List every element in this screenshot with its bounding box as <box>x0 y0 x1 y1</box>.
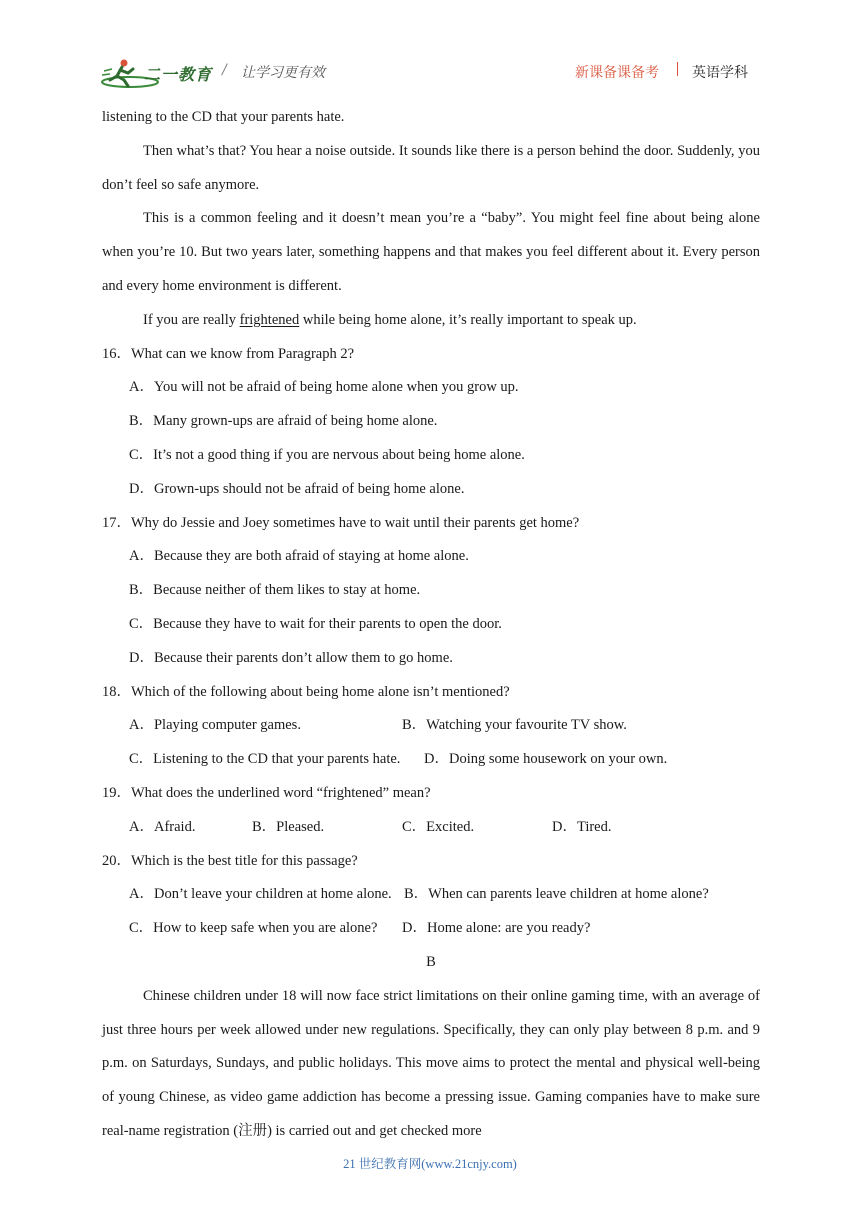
section-heading: B <box>426 953 436 970</box>
answer-option: C．Because they have to wait for their parents to open the door. <box>129 615 502 632</box>
header-right-label: 新课备课备考 <box>575 65 659 81</box>
answer-option: B．Pleased. <box>252 818 325 835</box>
answer-option: C．Excited. <box>402 818 475 835</box>
answer-option: C．Listening to the CD that your parents hate. <box>129 751 401 768</box>
answer-option: C．It’s not a good thing if you are nervous about being home alone. <box>129 446 525 463</box>
answer-option: C．How to keep safe when you are alone? <box>129 920 378 937</box>
answer-option: A．Afraid. <box>129 818 196 835</box>
question-stem: 20．Which is the best title for this passage? <box>102 852 358 869</box>
answer-option-row <box>102 811 760 845</box>
question-stem: 16．What can we know from Paragraph 2? <box>102 345 355 362</box>
underlined-word: frightened <box>239 311 300 328</box>
header-separator <box>677 62 678 76</box>
question-stem: 18．Which of the following about being home alone isn’t mentioned? <box>102 683 510 700</box>
page-header <box>0 0 860 100</box>
answer-option: D．Tired. <box>552 818 612 835</box>
answer-option: A．You will not be afraid of being home alone when you grow up. <box>129 379 519 396</box>
answer-option: D．Because their parents don’t allow them to go home. <box>129 649 453 666</box>
header-subject: 英语学科 <box>692 65 748 81</box>
answer-option: D．Grown-ups should not be afraid of being home alone. <box>129 480 465 497</box>
passage-paragraph <box>102 304 760 338</box>
answer-option: B．Many grown-ups are afraid of being home alone. <box>129 413 438 430</box>
paragraph-text: If you are really <box>143 311 240 328</box>
answer-option: A．Playing computer games. <box>129 717 301 734</box>
answer-option: A．Don’t leave your children at home alone. <box>129 886 392 903</box>
header-slash: / <box>222 62 227 78</box>
answer-option-row <box>102 743 760 777</box>
logo-text: 二一教育 <box>144 65 213 84</box>
answer-option-row <box>102 878 760 912</box>
passage-line: listening to the CD that your parents hate. <box>102 109 345 125</box>
answer-option: D．Doing some housework on your own. <box>424 751 668 768</box>
answer-option-row <box>102 912 760 946</box>
question-stem: 19．What does the underlined word “frightened” mean? <box>102 784 431 801</box>
question-stem: 17．Why do Jessie and Joey sometimes have to wait until their parents get home? <box>102 514 580 531</box>
answer-option: B．When can parents leave children at home alone? <box>404 886 709 903</box>
passage-paragraph: Then what’s that? You hear a noise outside. It sounds like there is a person behind the door. Suddenly, you don’t feel so safe anymore. <box>102 142 760 193</box>
page-footer: 21 世纪教育网(www.21cnjy.com) <box>343 1157 517 1171</box>
answer-option-row <box>102 709 760 743</box>
answer-option: A．Because they are both afraid of staying at home alone. <box>129 548 469 565</box>
answer-option: B．Watching your favourite TV show. <box>402 717 627 734</box>
document-body <box>102 101 760 1149</box>
header-slogan: 让学习更有效 <box>241 65 325 81</box>
answer-option: D．Home alone: are you ready? <box>402 920 591 937</box>
paragraph-text: while being home alone, it’s really important to speak up. <box>299 311 637 328</box>
passage-paragraph: Chinese children under 18 will now face strict limitations on their online gaming time, with an average of just three hours per week allowed under new regulations. Specifically, they can only play between 8 p.m. and 9 p.m. on Saturdays, Sundays, and public holidays. This move aims to protect the mental and physical well-being of young Chinese, as video game addiction has become a pressing issue. Gaming companies have to make sure real-name registration (注册) is carried out and get checked more <box>102 987 760 1139</box>
answer-option: B．Because neither of them likes to stay at home. <box>129 582 421 599</box>
passage-paragraph: This is a common feeling and it doesn’t mean you’re a “baby”. You might feel fine about being alone when you’re 10. But two years later, something happens and that makes you feel different about it. Every person and every home environment is different. <box>102 210 760 294</box>
